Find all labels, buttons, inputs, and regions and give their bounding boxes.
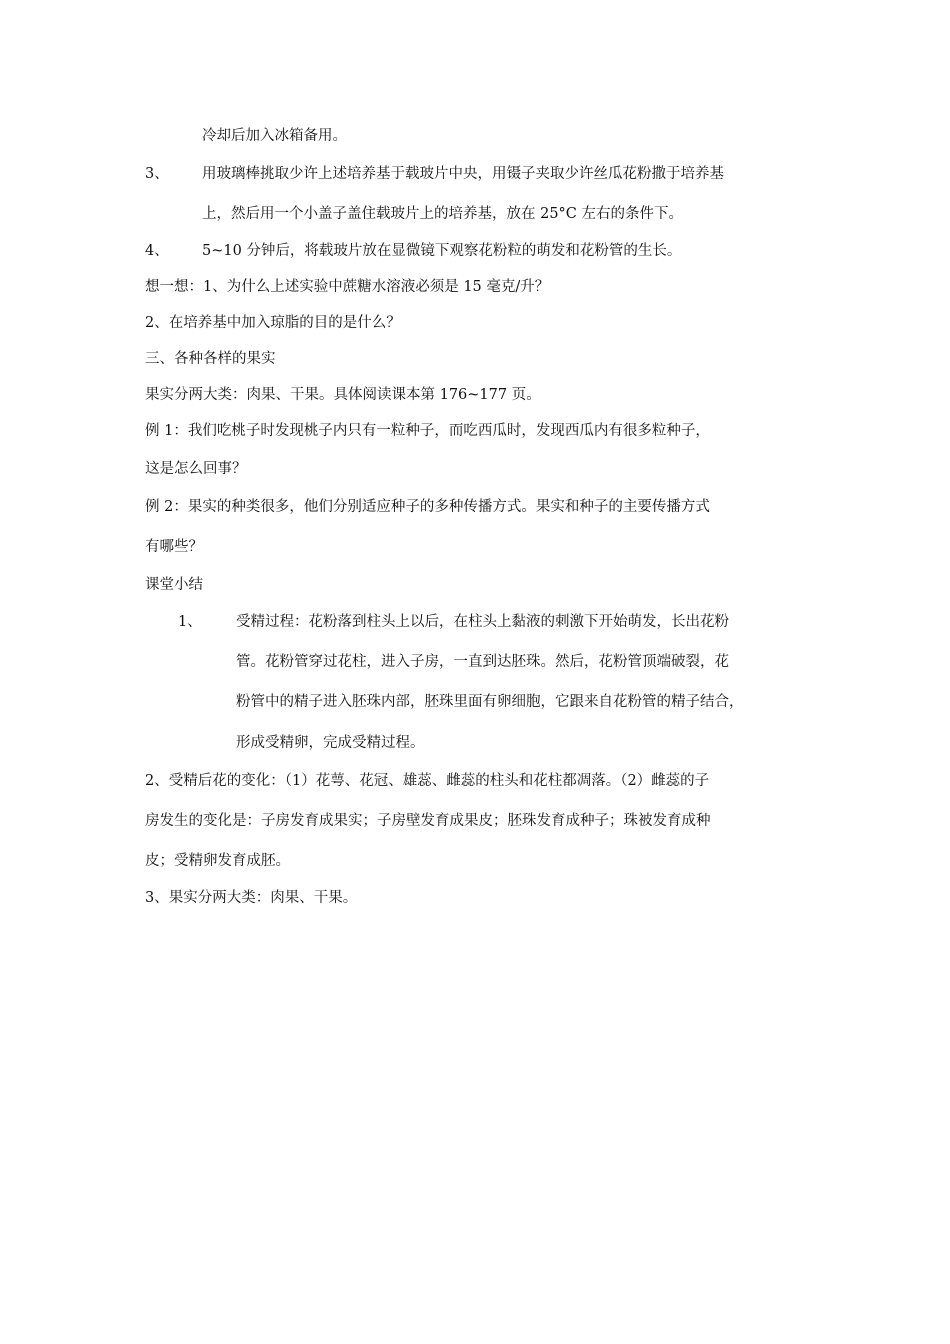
text-line: 用玻璃棒挑取少许上述培养基于载玻片中央，用镊子夹取少许丝瓜花粉撒于培养基 [202, 166, 724, 182]
text-line: 受精过程：花粉落到柱头上以后，在柱头上黏液的刺激下开始萌发，长出花粉 [236, 614, 729, 630]
section-heading: 三、各种各样的果实 [145, 351, 276, 367]
text-line: 房发生的变化是：子房发育成果实；子房壁发育成果皮；胚珠发育成种子；珠被发育成种 [145, 813, 711, 829]
list-number: 4、 [145, 243, 169, 259]
text-line: 上，然后用一个小盖子盖住载玻片上的培养基，放在 25°C 左右的条件下。 [202, 206, 684, 222]
text-line: 2、在培养基中加入琼脂的目的是什么？ [145, 315, 401, 331]
text-line: 例 2：果实的种类很多，他们分别适应种子的多种传播方式。果实和种子的主要传播方式 [145, 499, 710, 515]
text-line: 管。花粉管穿过花柱，进入子房，一直到达胚珠。然后，花粉管顶端破裂，花 [236, 654, 729, 670]
text-line: 这是怎么回事？ [145, 461, 247, 477]
text-line: 冷却后加入冰箱备用。 [202, 128, 347, 144]
text-line: 5~10 分钟后，将载玻片放在显微镜下观察花粉粒的萌发和花粉管的生长。 [202, 243, 682, 259]
text-line: 皮；受精卵发育成胚。 [145, 853, 290, 869]
section-heading: 课堂小结 [145, 577, 203, 593]
text-line: 形成受精卵，完成受精过程。 [236, 735, 425, 751]
text-line: 有哪些？ [145, 539, 203, 555]
text-line: 想一想：1、为什么上述实验中蔗糖水溶液必须是 15 毫克/升？ [145, 279, 550, 295]
text-line: 粉管中的精子进入胚珠内部，胚珠里面有卵细胞，它跟来自花粉管的精子结合， [236, 694, 744, 710]
text-line: 例 1：我们吃桃子时发现桃子内只有一粒种子，而吃西瓜时，发现西瓜内有很多粒种子， [145, 423, 710, 439]
list-number: 1、 [178, 614, 202, 630]
text-line: 3、果实分两大类：肉果、干果。 [145, 890, 358, 906]
list-number: 3、 [145, 166, 169, 182]
text-line: 果实分两大类：肉果、干果。具体阅读课本第 176~177 页。 [145, 387, 541, 403]
text-line: 2、受精后花的变化：（1）花萼、花冠、雄蕊、雌蕊的柱头和花柱都凋落。（2）雌蕊的子 [145, 773, 710, 789]
